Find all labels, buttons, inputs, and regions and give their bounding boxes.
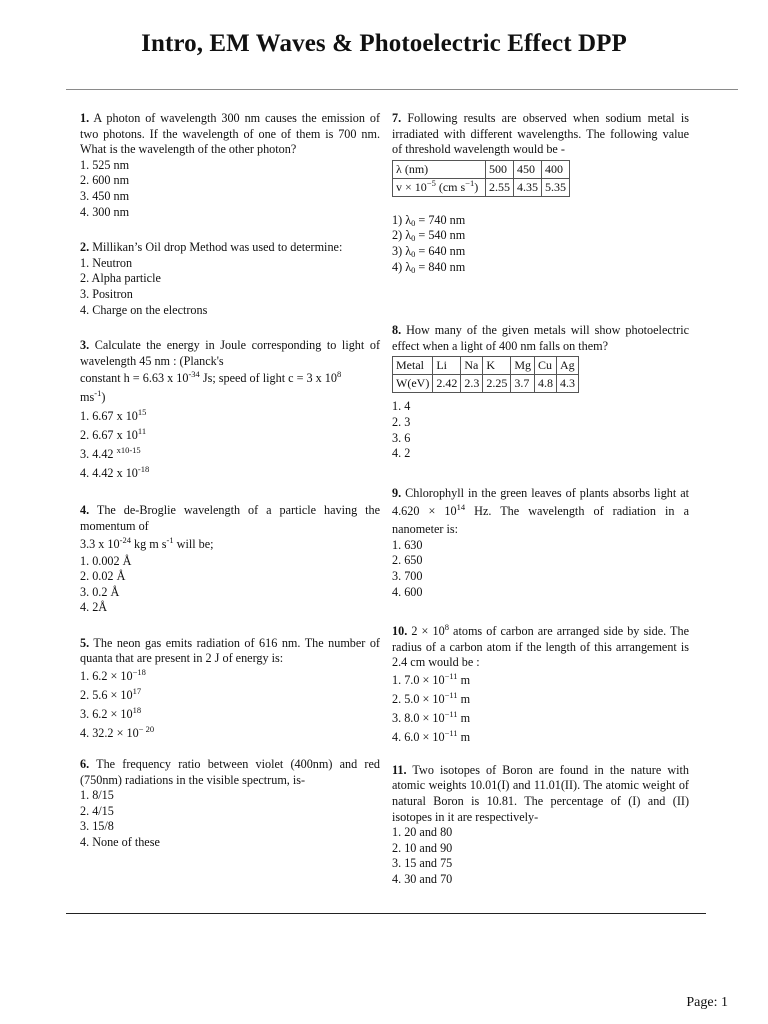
option: 4. 30 and 70	[392, 872, 453, 887]
table-row	[393, 178, 570, 196]
question-9	[392, 484, 689, 600]
table-row	[393, 160, 570, 178]
question-10-options	[392, 671, 689, 747]
option: 1. 0.002 Å	[80, 553, 132, 568]
option: 4. None of these	[80, 835, 160, 850]
question-7-stem: 7. Following results are observed when sodium metal is irradiated with different wavelengths. The following value of threshold wavelength would be -	[392, 111, 690, 157]
option: 1. Neutron	[80, 255, 133, 270]
question-7	[392, 111, 689, 275]
table-row	[393, 375, 579, 393]
option: 4. Charge on the electrons	[80, 302, 208, 317]
option: 1. $7.0 \times 10^{-11}$ m	[392, 670, 471, 687]
option: 4. 2	[392, 446, 411, 461]
question-5-stem: 5. The neon gas emits radiation of 616 nm. The number of quanta that are present in 2 J of energy is:	[80, 635, 380, 666]
table-cell: Na	[461, 357, 483, 375]
question-9-stem: 9. Chlorophyll in the green leaves of plants absorbs light at $4.620 \times 10^{14}$ Hz. The wavelength of radiation in a nanometer is:	[392, 485, 690, 536]
question-4	[80, 503, 380, 616]
option: 3. 15 and 75	[392, 856, 453, 871]
table-row	[393, 357, 579, 375]
question-3-stem: 3. Calculate the energy in Joule corresponding to light of wavelength 45 nm : (Planck's	[80, 338, 380, 368]
question-3-constants: constant h = 6.63 x $10^{-34}$ Js; speed of light c = 3 x $10^8$ $ms^{-1}$)	[80, 369, 342, 405]
question-9-options	[392, 538, 689, 600]
question-3-options	[80, 407, 380, 483]
question-8-stem: 8. How many of the given metals will show photoelectric effect when a light of 400 nm falls on them?	[392, 323, 689, 353]
question-4-options	[80, 554, 380, 616]
question-5-options	[80, 667, 380, 743]
left-column	[80, 111, 380, 865]
question-2	[80, 240, 380, 318]
option: 2. Alpha particle	[80, 271, 161, 286]
option: 3) $\lambda_0 = 640$ nm	[392, 243, 466, 259]
option: 1. $6.2 \times 10^{-18}$	[80, 667, 146, 684]
question-11-stem: 11. Two isotopes of Boron are found in the nature with atomic weights 10.01(I) and 11.01(II). The atomic weight of natural Boron is 10.81. The percentage of (I) and (II) isotopes in it are respectively-	[392, 762, 689, 824]
option: 3. 6	[392, 430, 411, 445]
question-5	[80, 636, 380, 743]
right-column	[392, 111, 689, 902]
option: 1. 4	[392, 399, 411, 414]
table-cell: 4.35	[514, 178, 542, 196]
option: 1. 20 and 80	[392, 825, 453, 840]
question-3	[80, 338, 380, 483]
option: 3. 700	[392, 568, 423, 583]
table-cell: 2.42	[433, 375, 461, 393]
option: 3. $8.0 \times 10^{-11}$ m	[392, 708, 471, 725]
option: 2. 10 and 90	[392, 840, 453, 855]
table-cell: 500	[486, 160, 514, 178]
table-cell: 400	[542, 160, 570, 178]
table-cell: λ (nm)	[393, 160, 486, 178]
option: 3. 15/8	[80, 819, 114, 834]
option: 2. 6.67 x $10^{11}$	[80, 426, 147, 443]
option: 2. 0.02 Å	[80, 569, 126, 584]
footer-divider	[66, 913, 706, 914]
table-cell: Cu	[534, 357, 556, 375]
question-11-options	[392, 825, 689, 887]
option: 1. 630	[392, 537, 423, 552]
option: 2. 600 nm	[80, 173, 130, 188]
question-7-options	[392, 213, 689, 275]
option: 3. 0.2 Å	[80, 584, 120, 599]
question-6-options	[80, 788, 380, 850]
option: 3. $6.2 \times 10^{18}$	[80, 705, 142, 722]
option: 4. 600	[392, 584, 423, 599]
question-2-stem: 2. Millikan’s Oil drop Method was used to determine:	[80, 240, 343, 255]
option: 3. 450 nm	[80, 188, 130, 203]
question-1-stem: 1. A photon of wavelength 300 nm causes the emission of two photons. If the wavelength of one of them is 700 nm. What is the wavelength of the other photon?	[80, 111, 380, 157]
table-cell: 2.3	[461, 375, 483, 393]
table-cell: 3.7	[511, 375, 535, 393]
option: 1) $\lambda_0 = 740$ nm	[392, 212, 466, 228]
option: 3. 4.42 $^{x10-15}$	[80, 445, 141, 462]
question-10	[392, 624, 689, 747]
question-4-stem: 4. The de-Broglie wavelength of a particle having the momentum of	[80, 503, 381, 533]
option: 2. 3	[392, 414, 411, 429]
table-cell: Metal	[393, 357, 433, 375]
question-8-options	[392, 399, 689, 461]
option: 2. 4/15	[80, 803, 114, 818]
table-cell: 450	[514, 160, 542, 178]
option: 1. 6.67 x $10^{15}$	[80, 407, 147, 424]
option: 2. $5.0 \times 10^{-11}$ m	[392, 689, 471, 706]
question-1-options	[80, 158, 380, 220]
option: 4. $6.0 \times 10^{-11}$ m	[392, 727, 471, 744]
option: 2. $5.6 \times 10^{17}$	[80, 686, 142, 703]
table-cell: 2.55	[486, 178, 514, 196]
question-6-stem: 6. The frequency ratio between violet (400nm) and red (750nm) radiations in the visible spectrum, is-	[80, 757, 380, 787]
page-number: Page: 1	[686, 995, 728, 1010]
table-cell: 5.35	[542, 178, 570, 196]
option: 4) $\lambda_0 = 840$ nm	[392, 259, 466, 275]
option: 4. $32.2 \times 10^{- 20}$	[80, 724, 155, 741]
table-cell: Li	[433, 357, 461, 375]
table-cell: 4.8	[534, 375, 556, 393]
question-8-table	[392, 356, 579, 393]
table-cell: K	[483, 357, 511, 375]
table-cell: 4.3	[556, 375, 578, 393]
table-cell: 2.25	[483, 375, 511, 393]
question-7-table	[392, 160, 570, 197]
question-1	[80, 111, 380, 220]
question-6	[80, 757, 380, 851]
option: 2. 650	[392, 553, 423, 568]
table-cell: $v \times 10^{-5}$ (cm $s^{-1}$)	[393, 178, 486, 196]
table-cell: Ag	[556, 357, 578, 375]
page-title: Intro, EM Waves & Photoelectric Effect DPP	[141, 30, 627, 57]
option: 2) $\lambda_0 = 540$ nm	[392, 228, 466, 244]
option: 1. 525 nm	[80, 157, 130, 172]
option: 1. 8/15	[80, 788, 114, 803]
option: 4. 300 nm	[80, 204, 130, 219]
question-8	[392, 323, 689, 462]
question-2-options	[80, 256, 380, 318]
option: 3. Positron	[80, 286, 133, 301]
header-divider	[66, 89, 738, 90]
question-11	[392, 763, 689, 888]
question-4-momentum: 3.3 x $10^{-24}$ kg m $s^{-1}$ will be;	[80, 534, 214, 551]
table-cell: Mg	[511, 357, 535, 375]
table-cell: W(eV)	[393, 375, 433, 393]
option: 4. 2Å	[80, 600, 108, 615]
option: 4. 4.42 x $10^{-18}$	[80, 464, 150, 481]
question-10-stem: 10. $2 \times 10^8$ atoms of carbon are arranged side by side. The radius of a carbon atom if the length of this arrangement is 2.4 cm would be :	[392, 622, 690, 670]
